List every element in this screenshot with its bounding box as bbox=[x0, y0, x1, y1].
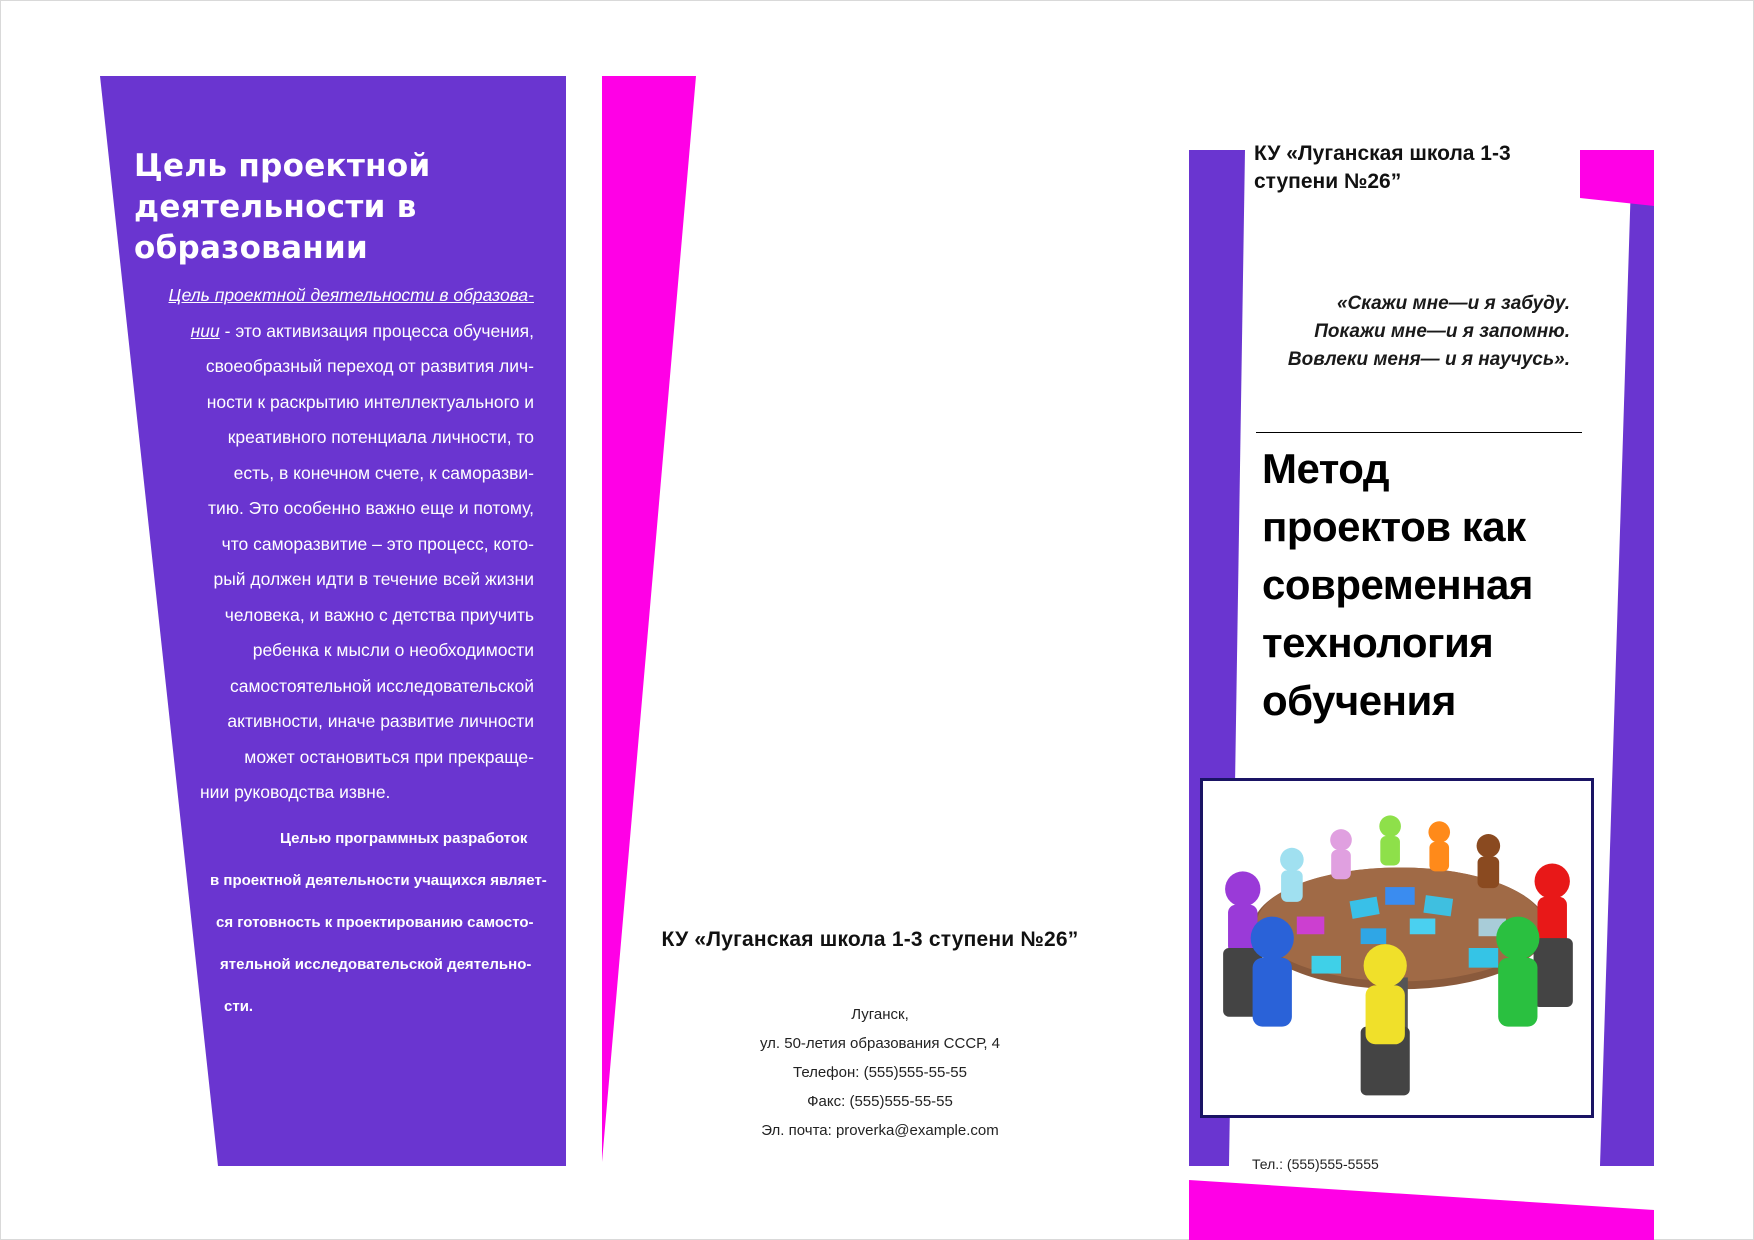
body-line: тию. Это особенно важно еще и потому, bbox=[208, 498, 534, 518]
contact-city: Луганск, bbox=[851, 1006, 909, 1023]
middle-magenta-wedge bbox=[602, 76, 696, 1162]
quote-line: Вовлеки меня— и я научусь». bbox=[1287, 349, 1570, 370]
right-magenta-corner bbox=[1580, 150, 1654, 206]
body-line bbox=[134, 314, 534, 350]
epigraph-quote bbox=[1230, 290, 1570, 374]
title-line: технология bbox=[1262, 619, 1494, 666]
middle-contacts bbox=[700, 1000, 1060, 1145]
right-phone: Тел.: (555)555-5555 bbox=[1252, 1156, 1379, 1172]
body-line: рый должен идти в течение всей жизни bbox=[213, 569, 534, 589]
contact-phone: Телефон: (555)555-55-55 bbox=[793, 1064, 967, 1081]
body-line: есть, в конечном счете, к саморазви- bbox=[233, 462, 534, 483]
contact-fax: Факс: (555)555-55-55 bbox=[807, 1093, 953, 1110]
brochure-title bbox=[1262, 440, 1592, 730]
body-lead-cont: нии bbox=[190, 320, 220, 341]
body-line: что саморазвитие – это процесс, кото- bbox=[221, 533, 534, 554]
title-line: Метод bbox=[1262, 445, 1390, 492]
title-line: проектов как bbox=[1262, 503, 1526, 550]
body-line: своеобразный переход от развития лич- bbox=[205, 356, 534, 376]
left-panel-goal bbox=[180, 818, 547, 1028]
body-line: человека, и важно с детства приучить bbox=[224, 604, 534, 625]
body-line: может остановиться при прекраще- bbox=[244, 746, 534, 767]
right-magenta-bottom bbox=[1189, 1180, 1654, 1240]
school-line: ступени №26” bbox=[1254, 170, 1402, 193]
left-panel-body bbox=[134, 278, 534, 811]
title-line: обучения bbox=[1262, 677, 1456, 724]
body-line: самостоятельной исследовательской bbox=[230, 675, 534, 696]
goal-line: в проектной деятельности учащихся являет- bbox=[210, 872, 547, 889]
contact-email: Эл. почта: proverka@example.com bbox=[761, 1122, 999, 1139]
left-panel-title bbox=[134, 146, 464, 269]
body-line: ребенка к мысли о необходимости bbox=[252, 640, 534, 660]
title-line: современная bbox=[1262, 561, 1533, 608]
goal-line: ся готовность к проектированию самосто- bbox=[216, 914, 534, 931]
goal-line: сти. bbox=[224, 998, 254, 1015]
contact-street: ул. 50-летия образования СССР, 4 bbox=[759, 1035, 1000, 1052]
round-table-people-puzzle-icon bbox=[1200, 778, 1594, 1118]
body-line: ности к раскрытию интеллектуального и bbox=[206, 391, 534, 412]
goal-line: Целью программных разработок bbox=[280, 830, 528, 847]
body-text: - это активизация процесса обучения, bbox=[224, 320, 534, 341]
illustration bbox=[1203, 781, 1591, 1115]
middle-school-name: КУ «Луганская школа 1-3 ступени №26” bbox=[661, 928, 1079, 951]
quote-line: «Скажи мне—и я забуду. bbox=[1336, 293, 1570, 314]
title-line: деятельности в bbox=[134, 189, 417, 225]
body-lead: Цель проектной деятельности в образова- bbox=[168, 285, 534, 305]
title-line: Цель проектной bbox=[134, 148, 431, 184]
quote-line: Покажи мне—и я запомню. bbox=[1314, 321, 1570, 342]
body-line: нии руководства извне. bbox=[200, 782, 391, 802]
title-line: образовании bbox=[134, 230, 369, 266]
body-line: креативного потенциала личности, то bbox=[227, 427, 534, 447]
divider-rule bbox=[1256, 432, 1582, 433]
body-line: активности, иначе развитие личности bbox=[227, 711, 534, 731]
school-line: КУ «Луганская школа 1-3 bbox=[1254, 142, 1511, 165]
right-school-name bbox=[1254, 140, 1574, 196]
right-purple-strip-side bbox=[1600, 150, 1654, 1166]
goal-line: ятельной исследовательской деятельно- bbox=[220, 956, 532, 973]
